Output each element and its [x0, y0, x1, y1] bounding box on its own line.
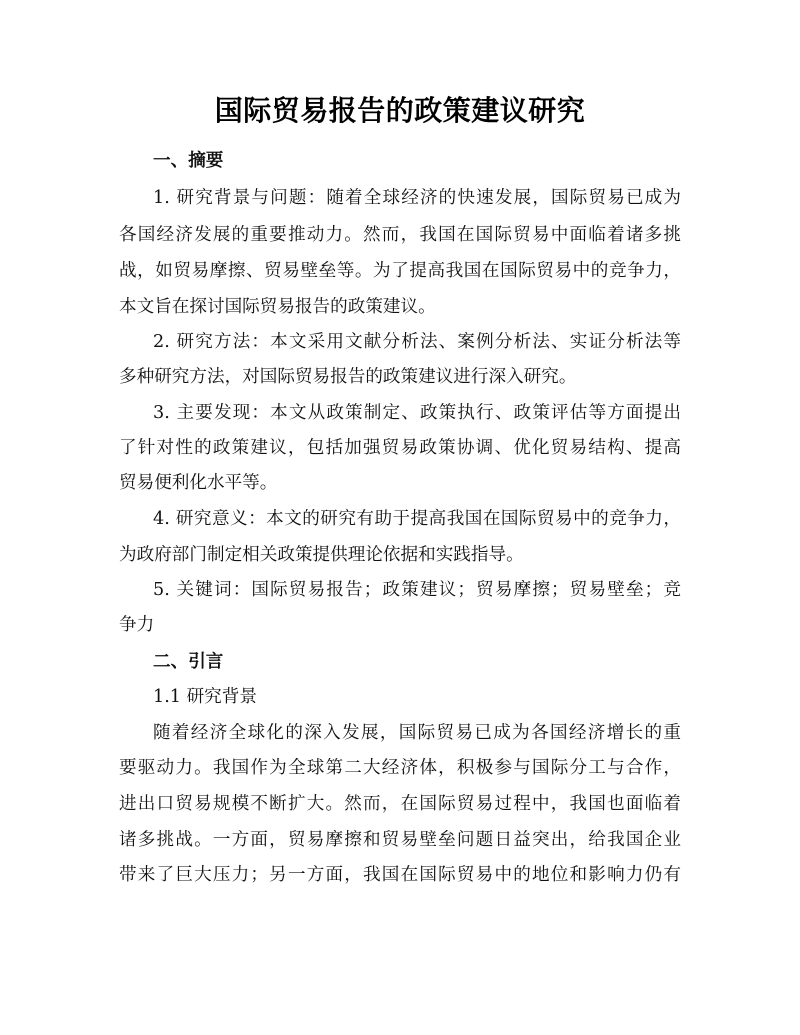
abstract-line: 5. 关键词：国际贸易报告；政策建议；贸易摩擦；贸易壁垒；竞 [153, 580, 681, 600]
abstract-line: 3. 主要发现：本文从政策制定、政策执行、政策评估等方面提出 [153, 403, 681, 423]
abstract-line: 1. 研究背景与问题：随着全球经济的快速发展，国际贸易已成为 [153, 188, 681, 208]
document-title: 国际贸易报告的政策建议研究 [214, 94, 586, 127]
subsection-heading-background: 1.1 研究背景 [153, 687, 257, 707]
section-heading-intro: 二、引言 [153, 652, 224, 672]
abstract-line: 了针对性的政策建议，包括加强贸易政策协调、优化贸易结构、提高 [119, 438, 681, 458]
intro-line: 随着经济全球化的深入发展，国际贸易已成为各国经济增长的重 [153, 723, 681, 743]
intro-line: 要驱动力。我国作为全球第二大经济体，积极参与国际分工与合作， [119, 758, 681, 778]
abstract-line: 争力 [119, 615, 155, 635]
abstract-line: 为政府部门制定相关政策提供理论依据和实践指导。 [119, 545, 524, 565]
abstract-line: 贸易便利化水平等。 [119, 473, 278, 493]
intro-line: 进出口贸易规模不断扩大。然而，在国际贸易过程中，我国也面临着 [119, 794, 681, 814]
abstract-line: 战，如贸易摩擦、贸易壁垒等。为了提高我国在国际贸易中的竞争力， [119, 261, 681, 281]
intro-line: 带来了巨大压力；另一方面，我国在国际贸易中的地位和影响力仍有 [119, 865, 681, 885]
section-heading-abstract: 一、摘要 [153, 151, 224, 171]
abstract-line: 多种研究方法，对国际贸易报告的政策建议进行深入研究。 [119, 367, 577, 387]
abstract-line: 4. 研究意义：本文的研究有助于提高我国在国际贸易中的竞争力， [153, 509, 681, 529]
abstract-line: 各国经济发展的重要推动力。然而，我国在国际贸易中面临着诸多挑 [119, 225, 681, 245]
abstract-line: 本文旨在探讨国际贸易报告的政策建议。 [119, 297, 436, 317]
intro-line: 诸多挑战。一方面，贸易摩擦和贸易壁垒问题日益突出，给我国企业 [119, 830, 681, 850]
abstract-line: 2. 研究方法：本文采用文献分析法、案例分析法、实证分析法等 [153, 332, 681, 352]
